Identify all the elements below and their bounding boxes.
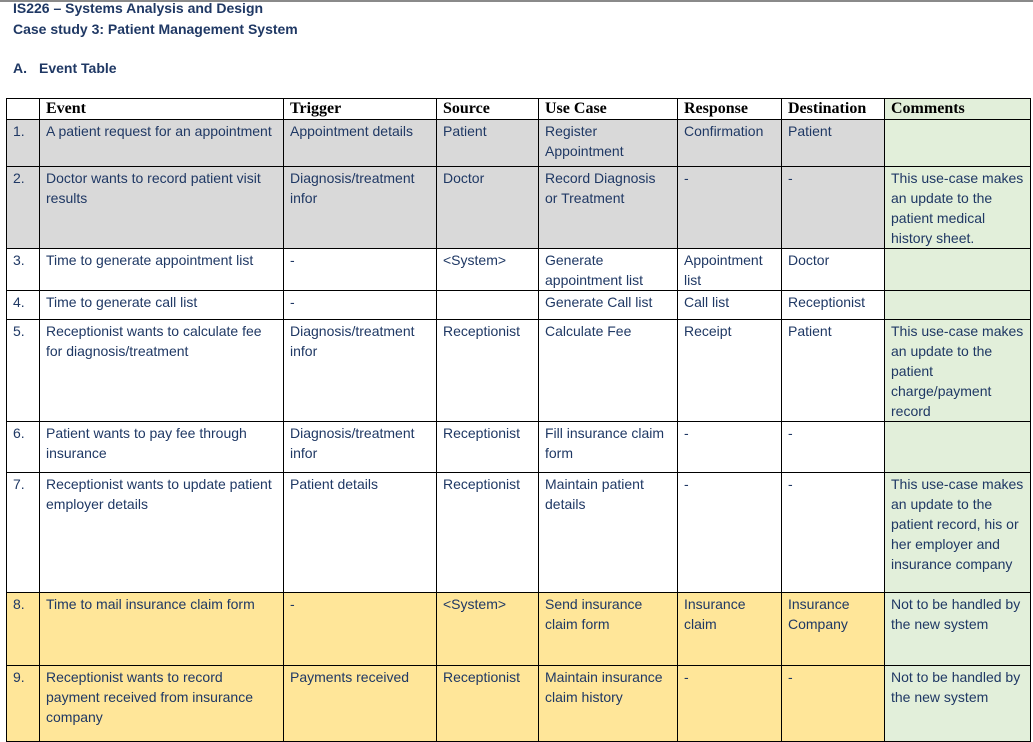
source-cell: Receptionist [437, 422, 539, 473]
destination-cell: - [782, 666, 885, 742]
row-number: 1. [7, 120, 40, 167]
comments-cell: This use-case makes an update to the patient charge/payment record [885, 320, 1031, 422]
use-case-cell: Record Diagnosis or Treatment [539, 167, 678, 249]
response-cell: - [678, 666, 782, 742]
response-cell: - [678, 473, 782, 593]
destination-cell: - [782, 167, 885, 249]
course-title: IS226 – Systems Analysis and Design [13, 0, 264, 16]
use-case-cell: Generate appointment list [539, 249, 678, 291]
table-header-row [7, 99, 1031, 120]
trigger-cell: Diagnosis/treatment infor [284, 167, 437, 249]
use-case-cell: Maintain insurance claim history [539, 666, 678, 742]
trigger-cell: - [284, 249, 437, 291]
destination-cell: Doctor [782, 249, 885, 291]
use-case-cell: Register Appointment [539, 120, 678, 167]
destination-cell: Patient [782, 120, 885, 167]
source-cell: <System> [437, 249, 539, 291]
comments-cell: This use-case makes an update to the patient record, his or her employer and insurance company [885, 473, 1031, 593]
response-cell: Confirmation [678, 120, 782, 167]
header-source: Source [437, 99, 539, 120]
table-row [7, 120, 1031, 167]
source-cell: Receptionist [437, 666, 539, 742]
event-cell: Receptionist wants to calculate fee for diagnosis/treatment [40, 320, 284, 422]
comments-cell [885, 291, 1031, 320]
destination-cell: Receptionist [782, 291, 885, 320]
comments-cell [885, 120, 1031, 167]
comments-cell: Not to be handled by the new system [885, 666, 1031, 742]
table-row [7, 320, 1031, 422]
source-cell: Patient [437, 120, 539, 167]
response-cell: Appointment list [678, 249, 782, 291]
source-cell: Receptionist [437, 320, 539, 422]
section-title: Event Table [39, 60, 117, 76]
response-cell: Receipt [678, 320, 782, 422]
trigger-cell: Appointment details [284, 120, 437, 167]
destination-cell: - [782, 473, 885, 593]
event-cell: Time to mail insurance claim form [40, 593, 284, 666]
comments-cell: This use-case makes an update to the patient medical history sheet. [885, 167, 1031, 249]
section-number: A. [13, 60, 27, 76]
trigger-cell: Diagnosis/treatment infor [284, 320, 437, 422]
table-row [7, 593, 1031, 666]
row-number: 7. [7, 473, 40, 593]
row-number: 9. [7, 666, 40, 742]
section-heading [13, 59, 117, 77]
header-event: Event [40, 99, 284, 120]
row-number: 6. [7, 422, 40, 473]
comments-cell: Not to be handled by the new system [885, 593, 1031, 666]
source-cell: <System> [437, 593, 539, 666]
table-row [7, 249, 1031, 291]
table-row [7, 422, 1031, 473]
response-cell: Call list [678, 291, 782, 320]
destination-cell: - [782, 422, 885, 473]
event-cell: Time to generate appointment list [40, 249, 284, 291]
case-study-title: Case study 3: Patient Management System [13, 21, 298, 37]
response-cell: Insurance claim [678, 593, 782, 666]
use-case-cell: Send insurance claim form [539, 593, 678, 666]
row-number: 4. [7, 291, 40, 320]
source-cell: Receptionist [437, 473, 539, 593]
header-use-case: Use Case [539, 99, 678, 120]
table-row [7, 666, 1031, 742]
header-response: Response [678, 99, 782, 120]
use-case-cell: Generate Call list [539, 291, 678, 320]
table-row [7, 167, 1031, 249]
row-number: 5. [7, 320, 40, 422]
event-cell: A patient request for an appointment [40, 120, 284, 167]
header-destination: Destination [782, 99, 885, 120]
header-trigger: Trigger [284, 99, 437, 120]
trigger-cell: Payments received [284, 666, 437, 742]
use-case-cell: Fill insurance claim form [539, 422, 678, 473]
header-comments: Comments [885, 99, 1031, 120]
event-cell: Time to generate call list [40, 291, 284, 320]
source-cell: Doctor [437, 167, 539, 249]
response-cell: - [678, 167, 782, 249]
destination-cell: Patient [782, 320, 885, 422]
row-number: 2. [7, 167, 40, 249]
row-number: 8. [7, 593, 40, 666]
event-cell: Receptionist wants to update patient employer details [40, 473, 284, 593]
destination-cell: Insurance Company [782, 593, 885, 666]
table-row [7, 473, 1031, 593]
comments-cell [885, 249, 1031, 291]
table-row [7, 291, 1031, 320]
use-case-cell: Maintain patient details [539, 473, 678, 593]
event-table [6, 98, 1031, 742]
source-cell [437, 291, 539, 320]
row-number: 3. [7, 249, 40, 291]
trigger-cell: Diagnosis/treatment infor [284, 422, 437, 473]
event-cell: Receptionist wants to record payment received from insurance company [40, 666, 284, 742]
use-case-cell: Calculate Fee [539, 320, 678, 422]
trigger-cell: Patient details [284, 473, 437, 593]
event-cell: Patient wants to pay fee through insurance [40, 422, 284, 473]
trigger-cell: - [284, 593, 437, 666]
trigger-cell: - [284, 291, 437, 320]
comments-cell [885, 422, 1031, 473]
event-cell: Doctor wants to record patient visit results [40, 167, 284, 249]
header-number [7, 99, 40, 120]
response-cell: - [678, 422, 782, 473]
